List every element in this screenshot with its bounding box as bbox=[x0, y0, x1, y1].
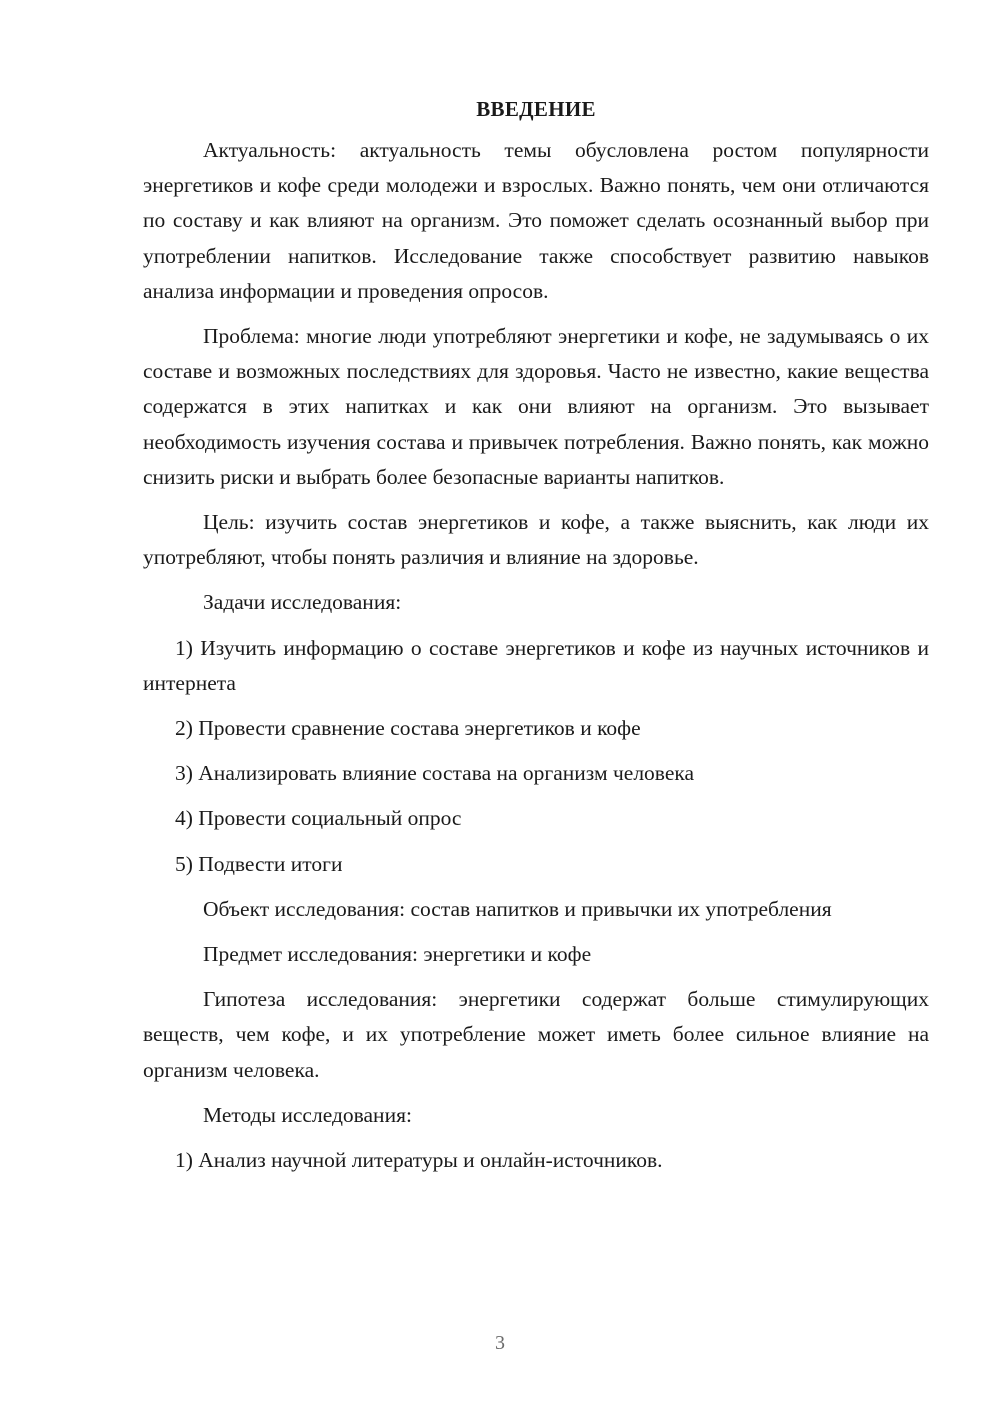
tasks-heading: Задачи исследования: bbox=[203, 590, 402, 615]
methods-heading: Методы исследования: bbox=[203, 1102, 412, 1127]
page-number: 3 bbox=[495, 1332, 505, 1354]
task-item: 1) Изучить информацию о составе энергетиков и кофе из научных источников и интернета bbox=[143, 635, 929, 695]
object-paragraph: Объект исследования: состав напитков и привычки их употребления bbox=[203, 896, 832, 921]
problem-paragraph: Проблема: многие люди употребляют энергетики и кофе, не задумываясь о их составе и возможных последствиях для здоровья. Часто не известно, какие вещества содержатся в этих напитках и как они влияют на организм. Это вызывает необходимость изучения состава и привычек потребления. Важно понять, как можно снизить риски и выбрать более безопасные варианты напитков. bbox=[143, 324, 929, 489]
subject-paragraph: Предмет исследования: энергетики и кофе bbox=[203, 942, 592, 967]
relevance-paragraph: Актуальность: актуальность темы обусловлена ростом популярности энергетиков и кофе среди молодежи и взрослых. Важно понять, чем они отличаются по составу и как влияют на организм. Это поможет сделать осознанный выбор при употреблении напитков. Исследование также способствует развитию навыков анализа информации и проведения опросов. bbox=[143, 138, 929, 303]
document-page bbox=[143, 92, 929, 1188]
task-item: 3) Анализировать влияние состава на организм человека bbox=[175, 761, 695, 786]
task-item: 4) Провести социальный опрос bbox=[175, 806, 462, 831]
task-item: 5) Подвести итоги bbox=[175, 851, 343, 876]
page-title: ВВЕДЕНИЕ bbox=[476, 97, 596, 121]
hypothesis-paragraph: Гипотеза исследования: энергетики содержат больше стимулирующих веществ, чем кофе, и их употребление может иметь более сильное влияние на организм человека. bbox=[143, 987, 929, 1082]
task-item: 2) Провести сравнение состава энергетиков и кофе bbox=[175, 716, 641, 741]
method-item: 1) Анализ научной литературы и онлайн-источников. bbox=[175, 1148, 663, 1173]
goal-paragraph: Цель: изучить состав энергетиков и кофе, а также выяснить, как люди их употребляют, чтобы понять различия и влияние на здоровье. bbox=[143, 510, 929, 570]
